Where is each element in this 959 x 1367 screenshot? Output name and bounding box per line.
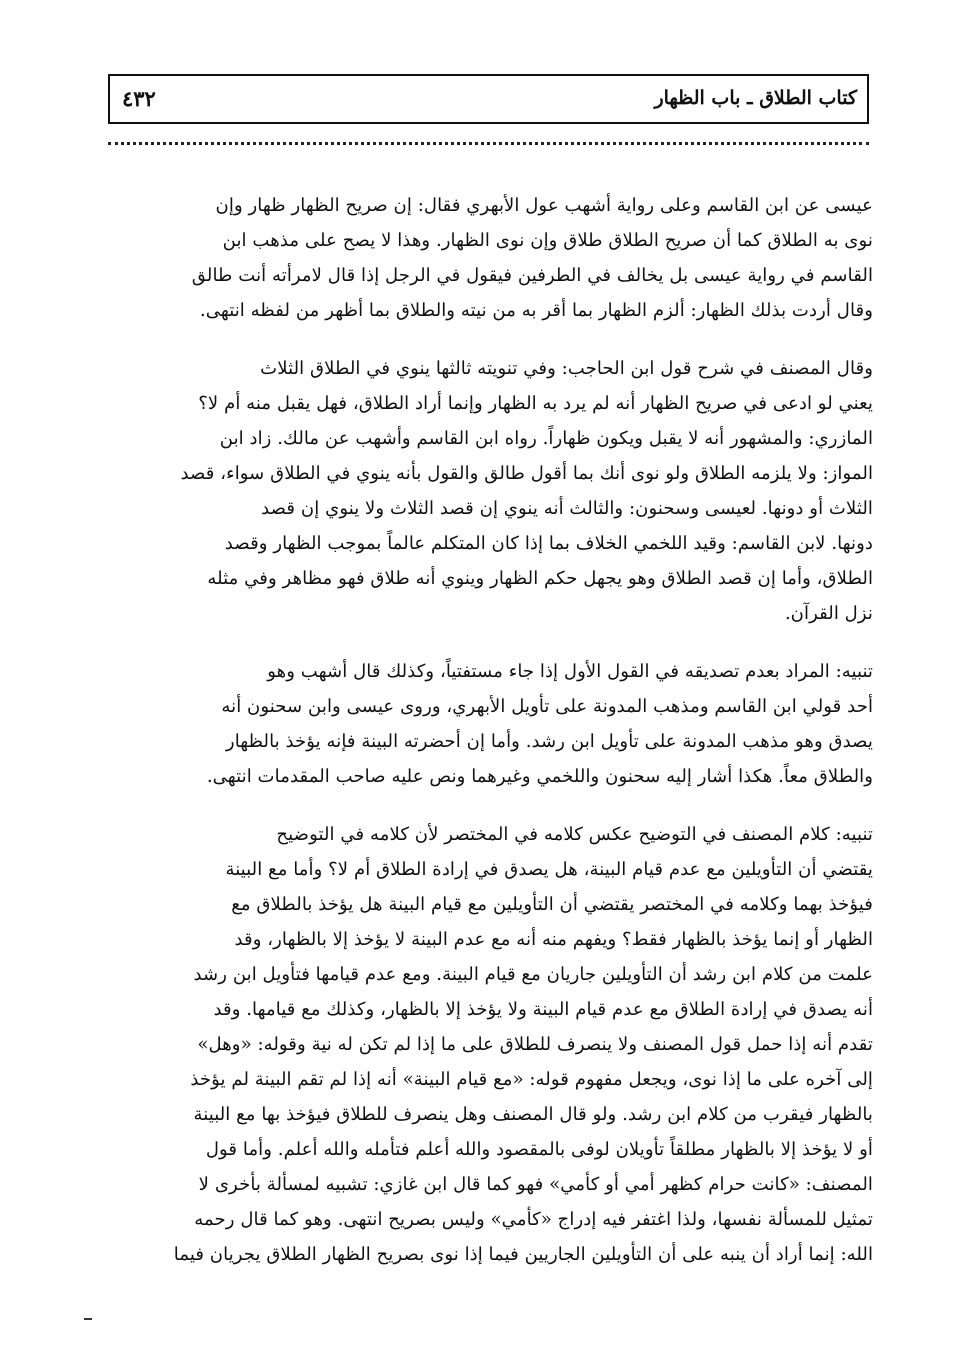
text-line: تقدم أنه إذا حمل قول المصنف ولا ينصرف للطلاق على ما إذا لم تكن له نية وقوله: «وهل» (197, 1034, 873, 1055)
text-line: وقال المصنف في شرح قول ابن الحاجب: وفي تنويته ثالثها ينوي في الطلاق الثلاث (260, 358, 873, 379)
paragraph-4 (107, 817, 873, 1272)
text-line: والطلاق معاً. هكذا أشار إليه سحنون واللخمي وغيرهما ونص عليه صاحب المقدمات انتهى. (206, 766, 873, 787)
text-line: يقتضي أن التأويلين مع عدم قيام البينة، هل يصدق في إرادة الطلاق أم لا؟ وأما مع البينة (225, 859, 873, 880)
page-header (108, 74, 869, 124)
text-line: نوى به الطلاق كما أن صريح الطلاق طلاق وإن نوى الظهار. وهذا لا يصح على مذهب ابن (222, 230, 873, 251)
text-line: المازري: والمشهور أنه لا يقبل ويكون ظهاراً. رواه ابن القاسم وأشهب عن مالك. زاد ابن (219, 428, 873, 449)
margin-mark (84, 1318, 92, 1320)
text-line: دونها. لابن القاسم: وقيد اللخمي الخلاف بما إذا كان المتكلم عالماً بموجب الظهار وقصد (224, 533, 873, 554)
text-line: الله: إنما أراد أن ينبه على أن التأويلين الجاريين فيما إذا نوى بصريح الظهار الطلاق يجريان فيما (173, 1244, 873, 1265)
paragraph-1 (107, 188, 873, 328)
text-line: وقال أردت بذلك الظهار: ألزم الظهار بما أقر به من نيته والطلاق بما أظهر من لفظه انتهى. (199, 300, 873, 321)
text-line: القاسم في رواية عيسى بل يخالف في الطرفين فيقول في الرجل إذا قال لامرأته أنت طالق (191, 265, 873, 286)
text-line: إلى آخره على ما إذا نوى، ويجعل مفهوم قوله: «مع قيام البينة» أنه إذا لم تقم البينة لم يؤخذ (190, 1069, 873, 1090)
text-line: الثلاث أو دونها. لعيسى وسحنون: والثالث أنه ينوي إن قصد الثلاث ولا ينوي إن قصد (261, 498, 873, 519)
text-line: علمت من كلام ابن رشد أن التأويلين جاريان مع قيام البينة. ومع عدم قيامها فتأويل ابن رشد (193, 964, 873, 985)
text-line: تنبيه: كلام المصنف في التوضيح عكس كلامه في المختصر لأن كلامه في التوضيح (276, 824, 873, 845)
text-line: أنه يصدق في إرادة الطلاق مع عدم قيام البينة ولا يؤخذ إلا بالظهار، وكذلك مع قيامها. وقد (213, 999, 873, 1020)
text-line: يعني لو ادعى في صريح الظهار أنه لم يرد به الظهار وإنما أراد الطلاق، فهل يقبل منه أم لا؟ (198, 393, 873, 414)
text-line: تنبيه: المراد بعدم تصديقه في القول الأول إذا جاء مستفتياً، وكذلك قال أشهب وهو (267, 661, 873, 682)
text-line: بالظهار فيقرب من كلام ابن رشد. ولو قال المصنف وهل ينصرف للطلاق فيؤخذ بها مع البينة (193, 1104, 873, 1125)
text-line: نزل القرآن. (784, 603, 873, 624)
text-line: المصنف: «كانت حرام كظهر أمي أو كأمي» فهو كما قال ابن غازي: تشبيه لمسألة بأخرى لا (198, 1174, 873, 1195)
page-number: ٤٣٢ (122, 86, 156, 111)
paragraph-2 (107, 351, 873, 631)
text-line: الطلاق، وأما إن قصد الطلاق وهو يجهل حكم الظهار وينوي أنه طلاق فهو مظاهر وفي مثله (207, 568, 873, 589)
text-line: أحد قولي ابن القاسم ومذهب المدونة على تأويل الأبهري، وروى عيسى وابن سحنون أنه (221, 696, 873, 717)
dotted-divider (108, 142, 869, 145)
text-line: أو لا يؤخذ إلا بالظهار مطلقاً تأويلان لوفى بالمقصود والله أعلم فتأمله والله أعلم. وأما قول (205, 1139, 873, 1160)
page-body (107, 188, 873, 1272)
text-line: فيؤخذ بهما وكلامه في المختصر يقتضي أن التأويلين مع قيام البينة هل يؤخذ بالطلاق مع (231, 894, 873, 915)
text-line: الظهار أو إنما يؤخذ بالظهار فقط؟ ويفهم منه أنه مع عدم البينة لا يؤخذ إلا بالظهار، وقد (234, 929, 873, 950)
text-line: عيسى عن ابن القاسم وعلى رواية أشهب عول الأبهري فقال: إن صريح الظهار ظهار وإن (215, 195, 873, 216)
chapter-title: كتاب الطلاق ـ باب الظهار (654, 87, 857, 109)
text-line: يصدق وهو مذهب المدونة على تأويل ابن رشد. وأما إن أحضرته البينة فإنه يؤخذ بالظهار (225, 731, 873, 752)
paragraph-3 (107, 654, 873, 794)
text-line: تمثيل للمسألة نفسها، ولذا اغتفر فيه إدراج «كأمي» وليس بصريح انتهى. وهو كما قال رحمه (194, 1209, 873, 1230)
text-line: المواز: ولا يلزمه الطلاق ولو نوى أنك بما أقول طالق والقول بأنه ينوي في الطلاق سواء، قصد (180, 463, 873, 484)
